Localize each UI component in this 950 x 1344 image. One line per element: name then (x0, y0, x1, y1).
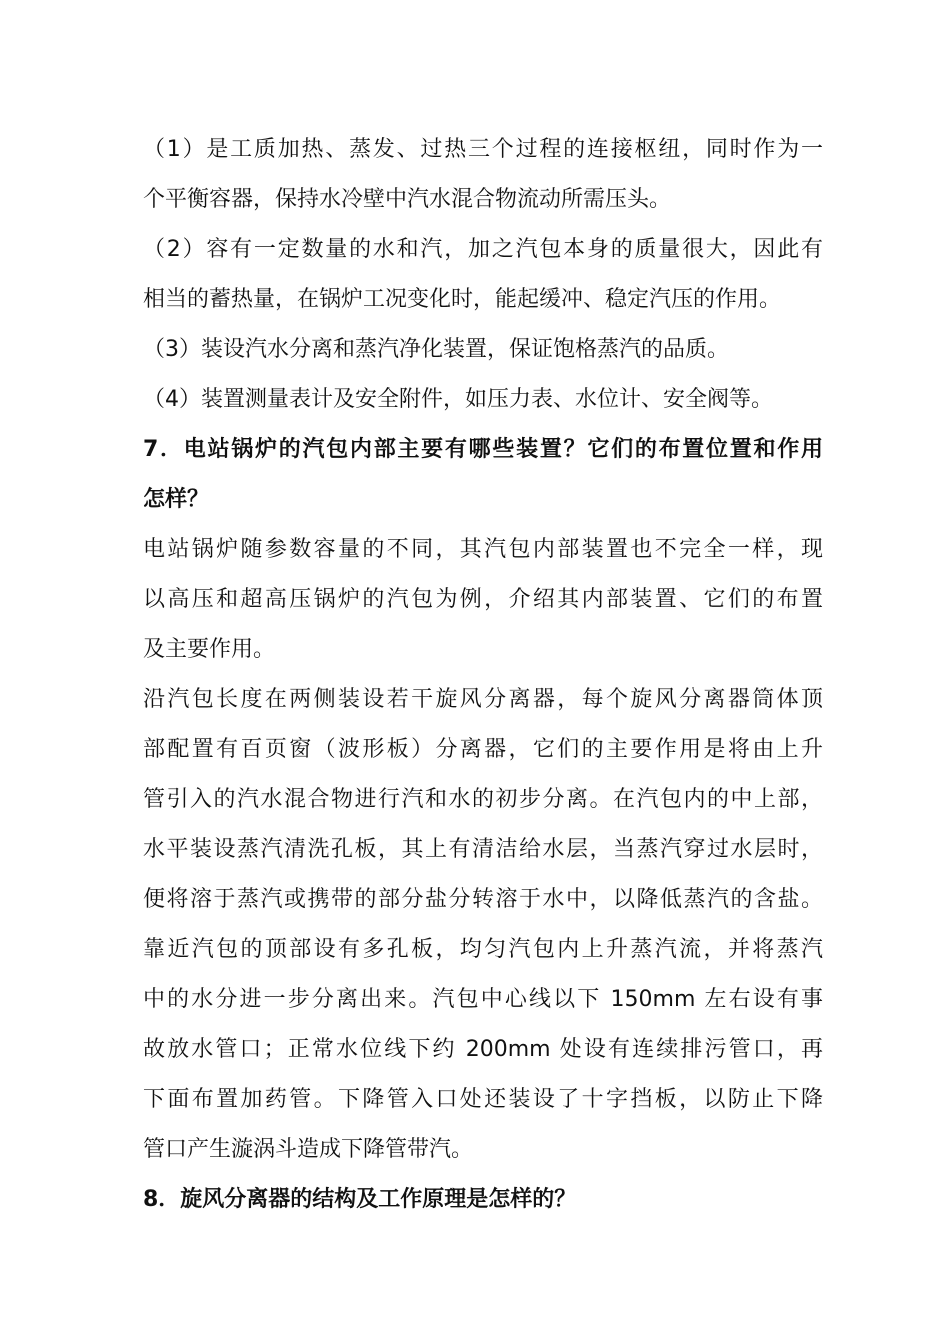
paragraph-2-line-10: 管口产生漩涡斗造成下降管带汽。 (143, 1137, 474, 1162)
paragraph-2-line-2: 部配置有百页窗（波形板）分离器，它们的主要作用是将由上升 (143, 737, 823, 762)
list-item-3: （3）装设汽水分离和蒸汽净化装置，保证饱格蒸汽的品质。 (143, 337, 729, 362)
document-body (143, 125, 823, 1225)
list-item-1-line-2: 个平衡容器，保持水冷壁中汽水混合物流动所需压头。 (143, 187, 672, 212)
list-item-4: （4）装置测量表计及安全附件，如压力表、水位计、安全阀等。 (143, 387, 773, 412)
paragraph-1-line-3: 及主要作用。 (143, 637, 276, 662)
paragraph-1-line-2: 以高压和超高压锅炉的汽包为例，介绍其内部装置、它们的布置 (143, 587, 823, 612)
section-heading-7-line-2: 怎样？ (143, 487, 210, 512)
paragraph-2-line-6: 靠近汽包的顶部设有多孔板，均匀汽包内上升蒸汽流，并将蒸汽 (143, 937, 823, 962)
paragraph-1-line-1: 电站锅炉随参数容量的不同，其汽包内部装置也不完全一样，现 (143, 537, 823, 562)
paragraph-2-line-9: 下面布置加药管。下降管入口处还装设了十字挡板，以防止下降 (143, 1087, 823, 1112)
paragraph-2-line-3: 管引入的汽水混合物进行汽和水的初步分离。在汽包内的中上部， (143, 787, 823, 812)
paragraph-2-line-4: 水平装设蒸汽清洗孔板，其上有清洁给水层，当蒸汽穿过水层时， (143, 837, 823, 862)
section-heading-7-line-1: 7．电站锅炉的汽包内部主要有哪些装置？它们的布置位置和作用 (143, 437, 823, 462)
paragraph-2-line-7: 中的水分进一步分离出来。汽包中心线以下 150mm 左右设有事 (143, 987, 823, 1012)
list-item-2-line-1: （2）容有一定数量的水和汽，加之汽包本身的质量很大，因此有 (143, 237, 823, 262)
paragraph-2-line-8: 故放水管口；正常水位线下约 200mm 处设有连续排污管口，再 (143, 1037, 823, 1062)
section-heading-8: 8．旋风分离器的结构及工作原理是怎样的？ (143, 1187, 577, 1212)
paragraph-2-line-1: 沿汽包长度在两侧装设若干旋风分离器，每个旋风分离器筒体顶 (143, 687, 823, 712)
list-item-2-line-2: 相当的蓄热量，在锅炉工况变化时，能起缓冲、稳定汽压的作用。 (143, 287, 782, 312)
paragraph-2-line-5: 便将溶于蒸汽或携带的部分盐分转溶于水中，以降低蒸汽的含盐。 (143, 887, 823, 912)
list-item-1-line-1: （1）是工质加热、蒸发、过热三个过程的连接枢纽，同时作为一 (143, 137, 823, 162)
